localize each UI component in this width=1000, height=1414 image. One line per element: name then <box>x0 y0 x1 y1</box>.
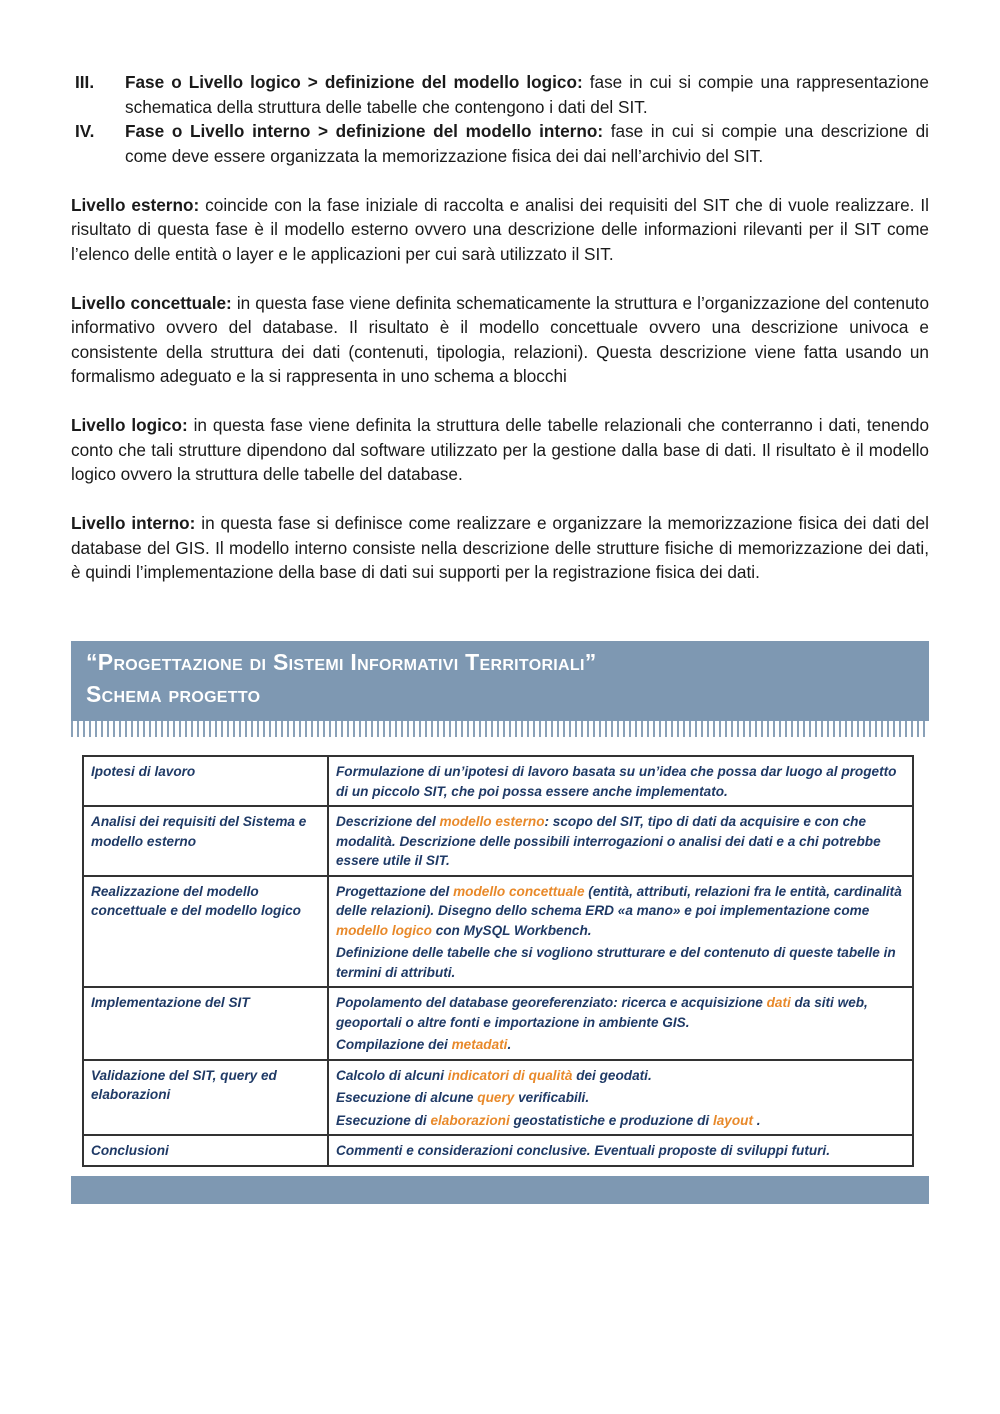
description-text: geostatistiche e produzione di <box>509 1112 713 1128</box>
highlighted-term: modello logico <box>336 922 432 938</box>
description-text: Esecuzione di alcune <box>336 1090 478 1105</box>
table-row <box>83 1060 913 1136</box>
phase-list <box>71 70 929 168</box>
paragraph-term: Livello esterno: <box>71 194 200 215</box>
phase-cell: Ipotesi di lavoro <box>83 756 328 806</box>
description-text: da siti web, geoportali o altre fonti e importazione in ambiente GIS. <box>336 995 868 1030</box>
figure-banner <box>71 641 929 721</box>
description-text: Definizione delle tabelle che si vogliono strutturare e del contenuto di queste tabelle in termini di attributi. <box>336 945 896 980</box>
document-body <box>71 70 929 585</box>
highlighted-term: metadati <box>451 1037 508 1052</box>
highlighted-term: indicatori di qualità <box>447 1067 573 1083</box>
paragraph-text: in questa fase si definisce come realizzare e organizzare la memorizzazione fisica dei dati del database del GIS. Il modello interno consiste nella descrizione delle strutture fisiche di memorizzazione dei dati, è quindi l’implementazione della base di dati sui supporti per la registrazione fisica dei dati. <box>71 513 929 582</box>
paragraph-term: Livello interno: <box>71 513 196 533</box>
description-paragraph <box>336 943 904 982</box>
list-number: IV. <box>75 121 95 141</box>
description-paragraph <box>336 993 904 1032</box>
highlighted-term: elaborazioni <box>430 1112 510 1128</box>
description-cell <box>328 876 913 988</box>
description-text: Progettazione del <box>336 883 454 899</box>
paragraph-text: in questa fase viene definita la struttura delle tabelle relazionali che conterranno i dati, tenendo conto che tali strutture dipendono dal software utilizzato per la gestione dalla base di dati. Il risultato è il modello logico ovvero la struttura delle tabelle del database. <box>71 415 930 484</box>
description-paragraph <box>336 812 904 871</box>
paragraph-livello-concettuale <box>71 291 929 389</box>
highlighted-term: layout <box>712 1112 753 1128</box>
paragraph-livello-logico <box>71 413 929 487</box>
list-term: Fase o Livello logico > definizione del modello logico: <box>125 72 583 92</box>
paragraph-term: Livello concettuale: <box>71 292 232 313</box>
figure-subtitle: Schema progetto <box>86 681 261 707</box>
figure-title: “Progettazione di Sistemi Informativi Territoriali” <box>86 649 597 675</box>
description-text: (entità, attributi, relazioni fra le entità, cardinalità delle relazioni). Disegno dello schema ERD «a mano» e poi implementazione come <box>336 883 902 918</box>
description-text: Compilazione dei <box>336 1037 452 1052</box>
list-definition: fase in cui si compie una descrizione di come deve essere organizzata la memorizzazione fisica dei dai nell’archivio del SIT. <box>125 121 929 166</box>
phase-cell: Analisi dei requisiti del Sistema e modello esterno <box>83 806 328 876</box>
description-paragraph <box>336 1088 904 1108</box>
phase-cell: Implementazione del SIT <box>83 987 328 1060</box>
description-paragraph <box>336 1111 904 1131</box>
description-cell <box>328 1060 913 1136</box>
list-text <box>125 70 929 119</box>
description-paragraph <box>336 882 904 941</box>
description-text: verificabili. <box>514 1090 590 1105</box>
highlighted-term: dati <box>766 995 791 1010</box>
table-row <box>83 756 913 806</box>
table-row <box>83 1135 913 1166</box>
paragraph-term: Livello logico: <box>71 415 188 435</box>
description-text: Calcolo di alcuni <box>336 1067 448 1083</box>
description-text: . <box>507 1037 512 1052</box>
list-number: III. <box>75 72 95 92</box>
schema-table <box>82 755 914 1167</box>
highlighted-term: modello concettuale <box>453 883 585 899</box>
description-text: Formulazione di un’ipotesi di lavoro basata su un’idea che possa dar luogo al progetto di un piccolo SIT, che poi possa essere anche implementato. <box>336 764 897 799</box>
description-cell <box>328 806 913 876</box>
description-cell <box>328 1135 913 1166</box>
description-text: Esecuzione di <box>336 1112 431 1128</box>
table-row <box>83 987 913 1060</box>
description-cell <box>328 756 913 806</box>
phase-cell: Conclusioni <box>83 1135 328 1166</box>
paragraph-livello-esterno <box>71 193 929 267</box>
description-paragraph <box>336 1141 904 1161</box>
description-paragraph <box>336 762 904 801</box>
table-row <box>83 806 913 876</box>
phase-cell: Validazione del SIT, query ed elaborazioni <box>83 1060 328 1136</box>
description-paragraph <box>336 1035 904 1055</box>
banner-tick-strip <box>71 721 929 737</box>
list-item <box>71 119 929 168</box>
table-row <box>83 876 913 988</box>
description-cell <box>328 987 913 1060</box>
highlighted-term: query <box>477 1090 515 1105</box>
description-text: Descrizione del <box>336 814 440 829</box>
description-text: : scopo del SIT, tipo di dati da acquisire e con che modalità. Descrizione delle possibili interrogazioni o analisi dei dati e a chi potrebbe essere utile il SIT. <box>336 814 881 868</box>
project-schema-figure <box>71 641 929 1204</box>
description-paragraph <box>336 1066 904 1086</box>
paragraph-text: coincide con la fase iniziale di raccolta e analisi dei requisiti del SIT che di vuole realizzare. Il risultato di questa fase è il modello esterno ovvero una descrizione delle informazioni rilevanti per il SIT come l’elenco delle entità o layer e le applicazioni per cui sarà utilizzato il SIT. <box>71 194 930 264</box>
highlighted-term: modello esterno <box>439 814 545 829</box>
paragraph-text: in questa fase viene definita schematicamente la struttura e l’organizzazione del contenuto informativo ovvero del database. Il risultato è il modello concettuale ovvero una descrizione univoca e consistente della struttura dei dati (contenuti, tipologia, relazioni). Questa descrizione viene fatta usando un formalismo adeguato e la si rappresenta in uno schema a blocchi <box>71 292 930 386</box>
list-definition: fase in cui si compie una rappresentazione schematica della struttura delle tabelle che contengono i dati del SIT. <box>125 72 929 117</box>
description-text: con MySQL Workbench. <box>431 922 592 938</box>
description-text: dei geodati. <box>572 1067 652 1083</box>
list-item <box>71 70 929 119</box>
paragraph-livello-interno <box>71 511 929 585</box>
description-text: Popolamento del database georeferenziato: ricerca e acquisizione <box>336 995 767 1010</box>
list-text <box>125 119 929 168</box>
phase-cell: Realizzazione del modello concettuale e del modello logico <box>83 876 328 988</box>
description-text: . <box>752 1112 761 1128</box>
list-term: Fase o Livello interno > definizione del modello interno: <box>125 121 604 141</box>
description-text: Commenti e considerazioni conclusive. Eventuali proposte di sviluppi futuri. <box>336 1143 830 1158</box>
figure-footer-bar <box>71 1176 929 1204</box>
